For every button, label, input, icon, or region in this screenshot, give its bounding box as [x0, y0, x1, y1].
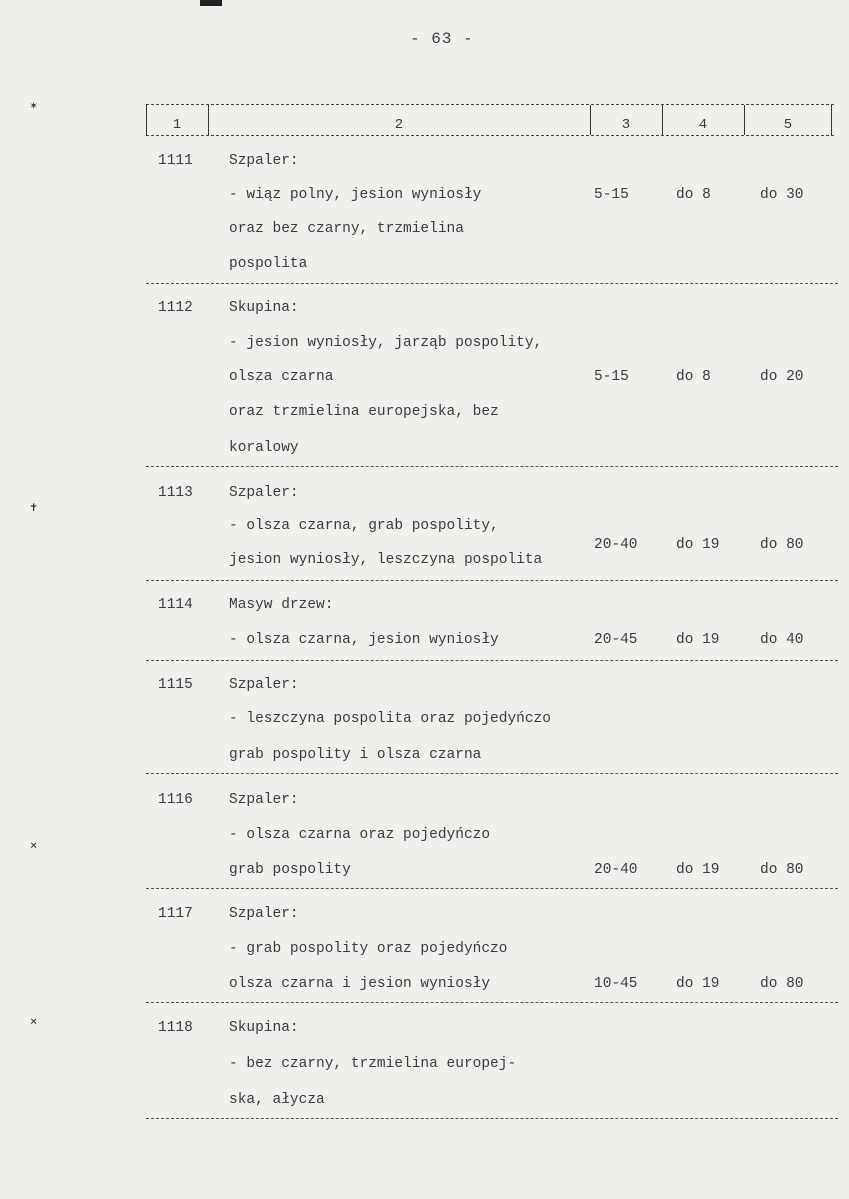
row-divider: [146, 466, 838, 467]
row-line: - grab pospolity oraz pojedyńczo: [229, 941, 508, 957]
col5-value: do 30: [760, 187, 804, 203]
row-divider: [146, 1118, 838, 1119]
col4-value: do 19: [676, 632, 720, 648]
row-line: Szpaler:: [229, 153, 299, 169]
row-id: 1115: [158, 677, 193, 693]
row-line: - jesion wyniosły, jarząb pospolity,: [229, 335, 543, 351]
row-line: koralowy: [229, 440, 299, 456]
header-col-2: 2: [208, 105, 589, 135]
header-col-1: 1: [146, 105, 207, 135]
col3-value: 10-45: [594, 976, 638, 992]
row-line: Masyw drzew:: [229, 597, 334, 613]
margin-mark: ✶: [30, 99, 38, 113]
col5-value: do 80: [760, 976, 804, 992]
col5-value: do 80: [760, 862, 804, 878]
header-col-4: 4: [662, 105, 743, 135]
col3-value: 20-40: [594, 537, 638, 553]
row-id: 1117: [158, 906, 193, 922]
row-line: oraz bez czarny, trzmielina: [229, 221, 464, 237]
row-id: 1118: [158, 1020, 193, 1036]
col4-value: do 8: [676, 369, 711, 385]
row-line: - olsza czarna oraz pojedyńczo: [229, 827, 491, 843]
row-divider: [146, 1002, 838, 1003]
row-id: 1111: [158, 153, 193, 169]
row-divider: [146, 888, 838, 889]
page-number: - 63 -: [410, 30, 474, 48]
row-line: olsza czarna i jesion wyniosły: [229, 976, 491, 992]
row-id: 1116: [158, 792, 193, 808]
table-header: [146, 104, 834, 136]
row-line: Szpaler:: [229, 906, 299, 922]
col4-value: do 8: [676, 187, 711, 203]
row-divider: [146, 580, 838, 581]
col3-value: 20-40: [594, 862, 638, 878]
row-divider: [146, 773, 838, 774]
margin-mark: ⨯: [30, 1015, 38, 1029]
row-id: 1112: [158, 300, 193, 316]
row-line: grab pospolity: [229, 862, 351, 878]
scan-corner-mark: [200, 0, 222, 6]
row-line: oraz trzmielina europejska, bez: [229, 404, 499, 420]
col3-value: 5-15: [594, 187, 629, 203]
margin-mark: ✝: [30, 501, 38, 515]
row-id: 1113: [158, 485, 193, 501]
row-line: Szpaler:: [229, 677, 299, 693]
header-col-5: 5: [744, 105, 832, 135]
col4-value: do 19: [676, 976, 720, 992]
margin-mark: ⨯: [30, 839, 38, 853]
row-line: pospolita: [229, 256, 308, 272]
col4-value: do 19: [676, 862, 720, 878]
row-line: ska, ałycza: [229, 1092, 325, 1108]
row-divider: [146, 283, 838, 284]
row-line: jesion wyniosły, leszczyna pospolita: [229, 552, 543, 568]
col4-value: do 19: [676, 537, 720, 553]
col5-value: do 20: [760, 369, 804, 385]
col5-value: do 80: [760, 537, 804, 553]
row-id: 1114: [158, 597, 193, 613]
row-line: - bez czarny, trzmielina europej-: [229, 1056, 517, 1072]
row-line: Skupina:: [229, 1020, 299, 1036]
row-line: - olsza czarna, jesion wyniosły: [229, 632, 499, 648]
col5-value: do 40: [760, 632, 804, 648]
row-line: Szpaler:: [229, 485, 299, 501]
row-line: - leszczyna pospolita oraz pojedyńczo: [229, 711, 551, 727]
col3-value: 20-45: [594, 632, 638, 648]
row-line: - olsza czarna, grab pospolity,: [229, 518, 499, 534]
row-line: olsza czarna: [229, 369, 334, 385]
header-col-3: 3: [590, 105, 661, 135]
row-divider: [146, 660, 838, 661]
row-line: Skupina:: [229, 300, 299, 316]
col3-value: 5-15: [594, 369, 629, 385]
row-line: Szpaler:: [229, 792, 299, 808]
row-line: - wiąz polny, jesion wyniosły: [229, 187, 482, 203]
row-line: grab pospolity i olsza czarna: [229, 747, 482, 763]
